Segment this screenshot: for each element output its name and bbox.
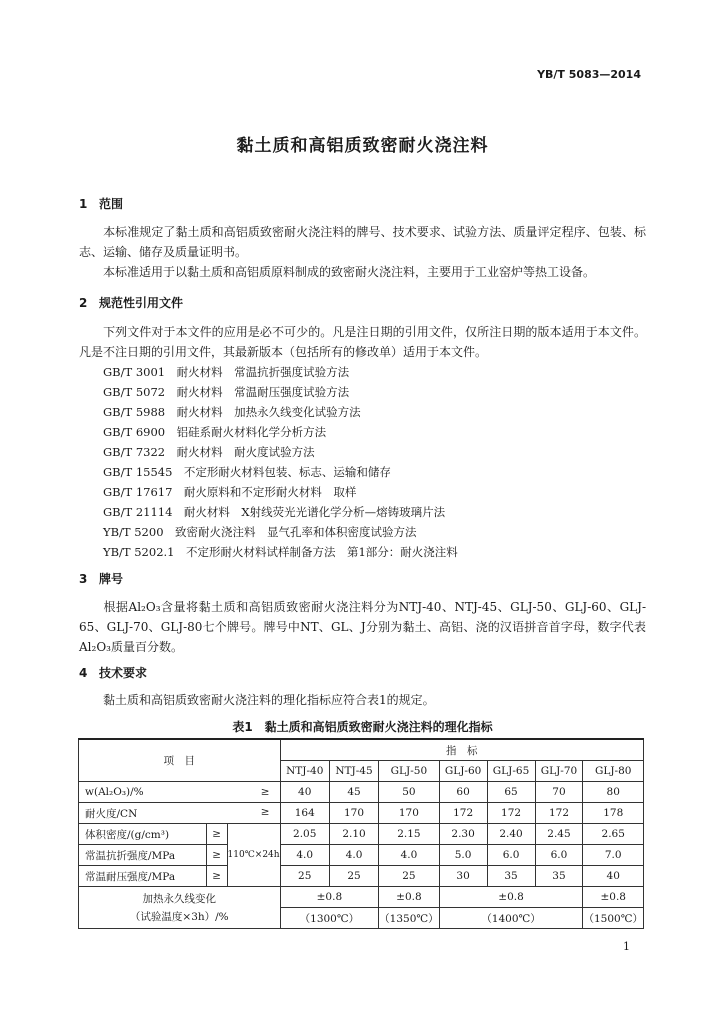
table-cell: 70 — [535, 782, 583, 803]
page-number: 1 — [623, 940, 630, 953]
paragraph-text: 根据Al₂O₃含量将黏土质和高铝质致密耐火浇注料分为NTJ-40、NTJ-45、GLJ-50、GLJ-60、GLJ-65、GLJ-70、GLJ-80七个牌号。牌号中NT、GL、J分别为黏土、高铝、浇的汉语拼音首字母，数字代表Al₂O₃质量百分数。 — [79, 600, 646, 654]
table-cell: （1300℃） — [280, 908, 379, 929]
table-cell: 172 — [439, 803, 487, 824]
section-4-paragraph-1 — [79, 690, 646, 710]
table-cell: （1350℃） — [379, 908, 439, 929]
table-cell: 6.0 — [487, 845, 535, 866]
section-2-paragraph-1 — [79, 322, 646, 362]
table-cell: 2.65 — [583, 824, 644, 845]
reference-item: YB/T 5202.1 不定形耐火材料试样制备方法 第1部分：耐火浇注料 — [103, 545, 458, 559]
section-title: 牌号 — [99, 572, 124, 586]
table-cell: （1400℃） — [439, 908, 583, 929]
section-1-paragraph-1 — [79, 222, 646, 262]
section-4-heading — [79, 664, 147, 681]
standard-number: YB/T 5083—2014 — [537, 68, 641, 81]
row-label: 常温耐压强度/MPa — [79, 866, 207, 887]
row-label — [79, 887, 281, 929]
section-title: 范围 — [99, 197, 124, 211]
properties-table — [78, 738, 644, 929]
table-cell: 172 — [487, 803, 535, 824]
table-row — [79, 803, 644, 824]
reference-item: GB/T 21114 耐火材料 X射线荧光光谱化学分析—熔铸玻璃片法 — [103, 505, 446, 519]
table-cell: 7.0 — [583, 845, 644, 866]
table-cell: ±0.8 — [280, 887, 379, 908]
row-label — [79, 782, 281, 803]
section-3-heading — [79, 570, 123, 587]
section-number: 2 — [79, 296, 88, 310]
grade-header: GLJ-65 — [487, 761, 535, 782]
grade-header: NTJ-40 — [280, 761, 329, 782]
table-cell: 170 — [379, 803, 439, 824]
table-cell: 45 — [329, 782, 378, 803]
reference-item: GB/T 7322 耐火材料 耐火度试验方法 — [103, 445, 315, 459]
table-cell: ±0.8 — [379, 887, 439, 908]
grade-header: GLJ-80 — [583, 761, 644, 782]
table-row — [79, 887, 644, 908]
reference-item: GB/T 17617 耐火原料和不定形耐火材料 取样 — [103, 485, 357, 499]
table-cell: 2.15 — [379, 824, 439, 845]
table-cell: 25 — [329, 866, 378, 887]
section-2-heading — [79, 294, 183, 311]
reference-item: GB/T 5988 耐火材料 加热永久线变化试验方法 — [103, 405, 361, 419]
table-cell: 2.10 — [329, 824, 378, 845]
reference-item: GB/T 3001 耐火材料 常温抗折强度试验方法 — [103, 365, 350, 379]
table-cell: 170 — [329, 803, 378, 824]
paragraph-text: 本标准适用于以黏土质和高铝质原料制成的致密耐火浇注料，主要用于工业窑炉等热工设备。 — [103, 265, 596, 279]
table-cell: 2.30 — [439, 824, 487, 845]
table-cell: 25 — [379, 866, 439, 887]
table-cell: 164 — [280, 803, 329, 824]
section-3-paragraph-1 — [79, 597, 646, 657]
reference-item: GB/T 5072 耐火材料 常温耐压强度试验方法 — [103, 385, 350, 399]
table-cell: 172 — [535, 803, 583, 824]
table-cell: 25 — [280, 866, 329, 887]
table-row — [79, 782, 644, 803]
table-cell: 40 — [583, 866, 644, 887]
table-cell: 65 — [487, 782, 535, 803]
reference-item: YB/T 5200 致密耐火浇注料 显气孔率和体积密度试验方法 — [103, 525, 417, 539]
table-cell: 2.45 — [535, 824, 583, 845]
section-number: 3 — [79, 572, 88, 586]
table-cell: 6.0 — [535, 845, 583, 866]
table-cell: 50 — [379, 782, 439, 803]
table-cell: 60 — [439, 782, 487, 803]
section-1-paragraph-2 — [79, 262, 646, 282]
table-cell: 5.0 — [439, 845, 487, 866]
section-number: 1 — [79, 197, 88, 211]
table-cell: 35 — [487, 866, 535, 887]
row-label-line: 加热永久线变化 — [142, 892, 217, 905]
table-cell: 35 — [535, 866, 583, 887]
table-row — [79, 824, 644, 845]
section-1-heading — [79, 195, 123, 212]
ge-symbol: ≥ — [206, 845, 227, 866]
table-cell: 4.0 — [379, 845, 439, 866]
table-cell: ±0.8 — [439, 887, 583, 908]
grade-header: GLJ-50 — [379, 761, 439, 782]
paragraph-text: 本标准规定了黏土质和高铝质致密耐火浇注料的牌号、技术要求、试验方法、质量评定程序、包装、标志、运输、储存及质量证明书。 — [79, 225, 646, 259]
table-cell: 80 — [583, 782, 644, 803]
ge-symbol: ≥ — [260, 805, 270, 818]
reference-item: GB/T 6900 铝硅系耐火材料化学分析方法 — [103, 425, 327, 439]
section-number: 4 — [79, 666, 88, 680]
index-header: 指 标 — [280, 739, 643, 761]
ge-symbol: ≥ — [206, 866, 227, 887]
table-row — [79, 845, 644, 866]
row-label-text: 耐火度/CN — [85, 807, 138, 820]
grade-header: NTJ-45 — [329, 761, 378, 782]
table-caption: 表1 黏土质和高铝质致密耐火浇注料的理化指标 — [232, 720, 493, 734]
table-cell: 2.40 — [487, 824, 535, 845]
condition-cell: 110℃×24h — [227, 824, 280, 887]
table-cell: ±0.8 — [583, 887, 644, 908]
table-row — [79, 866, 644, 887]
ge-symbol: ≥ — [260, 786, 270, 798]
table-cell: 30 — [439, 866, 487, 887]
table-cell: （1500℃） — [583, 908, 644, 929]
document-title: 黏土质和高铝质致密耐火浇注料 — [236, 136, 489, 156]
section-title: 技术要求 — [99, 666, 148, 680]
reference-list — [103, 362, 458, 562]
paragraph-text: 下列文件对于本文件的应用是必不可少的。凡是注日期的引用文件，仅所注日期的版本适用于本文件。凡是不注日期的引用文件，其最新版本（包括所有的修改单）适用于本文件。 — [79, 325, 646, 359]
table-cell: 178 — [583, 803, 644, 824]
row-label: 体积密度/(g/cm³) — [79, 824, 207, 845]
reference-item: GB/T 15545 不定形耐火材料包装、标志、运输和储存 — [103, 465, 391, 479]
row-label-text: w(Al₂O₃)/% — [85, 786, 144, 798]
grade-header: GLJ-60 — [439, 761, 487, 782]
item-header: 项 目 — [79, 739, 281, 782]
row-label: 常温抗折强度/MPa — [79, 845, 207, 866]
row-label — [79, 803, 281, 824]
row-label-line: （试验温度×3h）/% — [129, 910, 229, 923]
table-cell: 2.05 — [280, 824, 329, 845]
table-cell: 40 — [280, 782, 329, 803]
grade-header: GLJ-70 — [535, 761, 583, 782]
section-title: 规范性引用文件 — [99, 296, 184, 310]
paragraph-text: 黏土质和高铝质致密耐火浇注料的理化指标应符合表1的规定。 — [103, 693, 435, 707]
table-cell: 4.0 — [280, 845, 329, 866]
table-cell: 4.0 — [329, 845, 378, 866]
ge-symbol: ≥ — [206, 824, 227, 845]
